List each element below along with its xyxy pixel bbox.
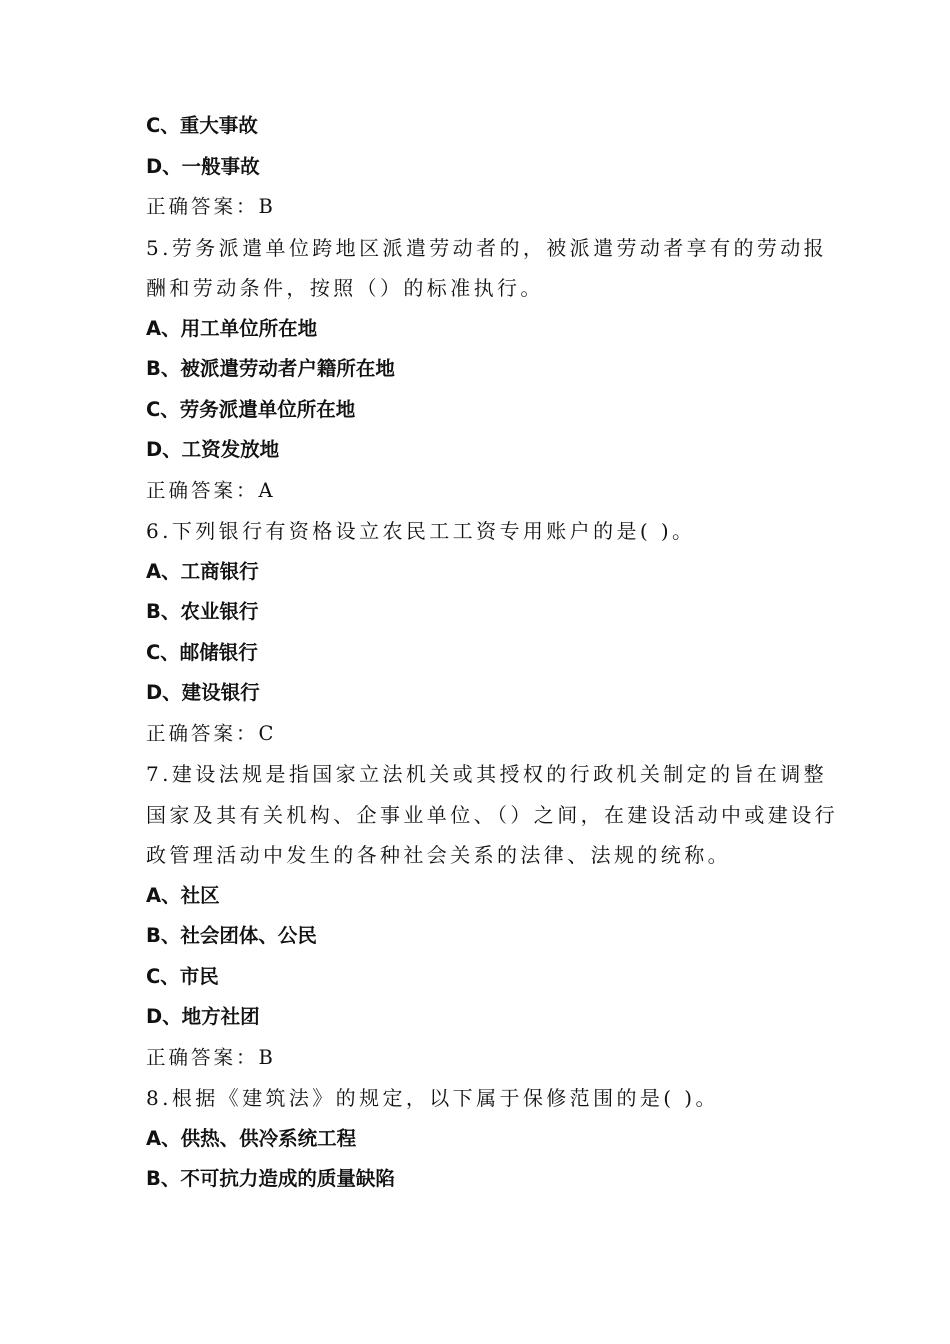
answer-option: C、劳务派遣单位所在地 [146,397,356,421]
answer-option: A、用工单位所在地 [146,316,318,340]
question-text: 8.根据《建筑法》的规定，以下属于保修范围的是( )。 [146,1086,719,1110]
question-text: 5.劳务派遣单位跨地区派遣劳动者的，被派遣劳动者享有的劳动报 [146,235,828,260]
answer-option: D、地方社团 [146,1005,260,1028]
answer-option: B、社会团体、公民 [146,924,317,947]
answer-option: D、工资发放地 [146,438,280,461]
correct-answer: 正确答案：B [146,1045,276,1069]
question-text: 7.建设法规是指国家立法机关或其授权的行政机关制定的旨在调整 [146,762,828,786]
answer-option: A、工商银行 [146,559,259,583]
answer-option: B、农业银行 [146,600,259,623]
question-text: 政管理活动中发生的各种社会关系的法律、法规的统称。 [146,843,731,867]
answer-option: D、一般事故 [146,154,260,178]
correct-answer: 正确答案：B [146,195,276,218]
answer-option: C、市民 [146,964,219,988]
answer-option: C、重大事故 [146,114,258,137]
question-text: 国家及其有关机构、企事业单位、（）之间，在建设活动中或建设行 [146,802,838,827]
answer-option: C、邮储银行 [146,640,258,664]
answer-option: B、不可抗力造成的质量缺陷 [146,1167,395,1190]
question-list [146,106,838,1200]
correct-answer: 正确答案：C [146,721,277,745]
answer-option: A、社区 [146,883,220,907]
answer-option: D、建设银行 [146,681,260,704]
question-text: 6.下列银行有资格设立农民工工资专用账户的是( )。 [146,519,696,543]
answer-option: B、被派遣劳动者户籍所在地 [146,357,395,380]
answer-option: A、供热、供冷系统工程 [146,1126,357,1150]
correct-answer: 正确答案：A [146,478,276,502]
question-text: 酬和劳动条件，按照（）的标准执行。 [146,276,544,300]
